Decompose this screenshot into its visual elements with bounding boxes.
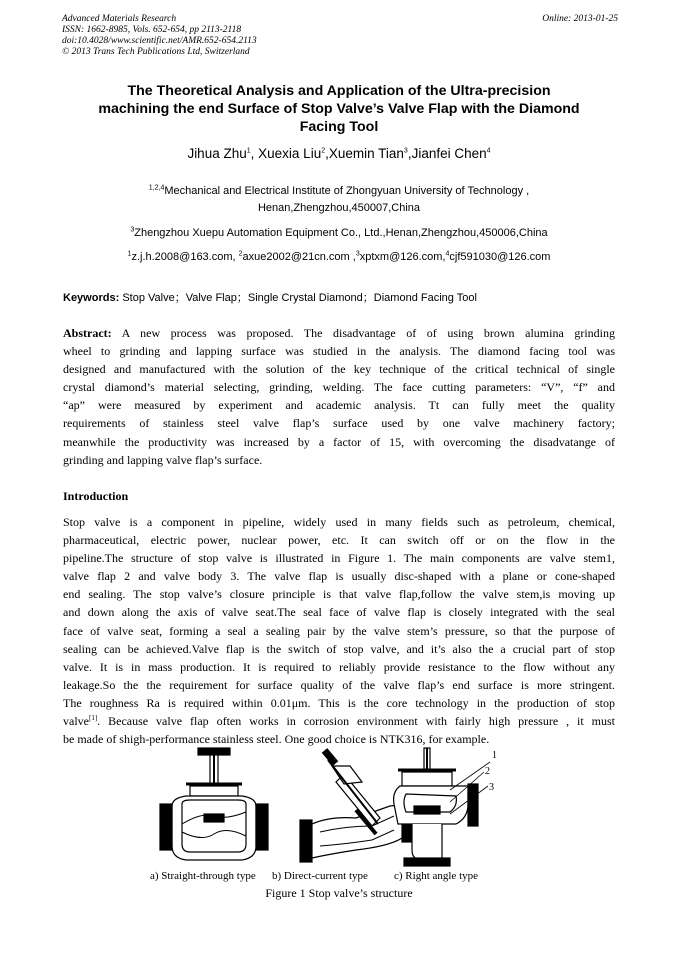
intro-line: end sealing. The stop valve’s closure principle is that valve flap,follow the valve stem,is moving up (63, 587, 615, 602)
intro-line: pharmaceutical, electric power, nuclear power, etc. It can switch off or on the flow in the (63, 533, 615, 548)
journal-name: Advanced Materials Research (62, 14, 177, 24)
title-line: The Theoretical Analysis and Application of the Ultra-precision (127, 83, 551, 99)
author-name: Jihua Zhu (187, 146, 247, 161)
title-line: Facing Tool (299, 119, 379, 135)
keywords (63, 289, 623, 305)
keywords-label: Keywords: (63, 292, 120, 304)
stop-valve-figure (150, 746, 570, 870)
paper-title (40, 82, 638, 136)
abstract-label: Abstract: (63, 326, 112, 340)
copyright-line: © 2013 Trans Tech Publications Ltd, Switzerland (62, 47, 250, 57)
online-date: Online: 2013-01-25 (542, 14, 618, 24)
affiliation-sup: 3 (130, 226, 135, 234)
figure-subcaption-b: b) Direct-current type (272, 870, 368, 882)
citation-ref[interactable]: [1] (89, 714, 98, 723)
author-sep: , (407, 146, 412, 161)
intro-line: face of valve seat, forming a seal a sealing pair by the valve stem’s pressure, so that the purpose of (63, 623, 615, 638)
intro-line: leakage.So the the requirement for surface quality of the valve flap’s end surface is more stringent. (63, 677, 615, 692)
title-line: machining the end Surface of Stop Valve’s Valve Flap with the Diamond (98, 101, 580, 117)
introduction-text (63, 513, 615, 748)
email-list (40, 249, 638, 266)
callout-label-2: 2 (485, 766, 490, 777)
email-sup: 2 (238, 250, 243, 258)
email-sup: 4 (445, 250, 450, 258)
figure-subcaption-c: c) Right angle type (394, 870, 479, 882)
valve-a-drawing (160, 748, 268, 860)
intro-text: valve (63, 714, 89, 729)
abstract-line: requirements of stainless steel valve flap’s surface used by one valve machinery factory; (63, 416, 615, 431)
issn-line: ISSN: 1662-8985, Vols. 652-654, pp 2113-2118 (62, 25, 242, 35)
author-sep: , (325, 146, 329, 161)
affiliation-sup: 1,2,4 (148, 184, 165, 192)
intro-line: pipeline.The structure of stop valve is illustrated in Figure 1. The main components are valve stem1, (63, 551, 615, 566)
email-address: axue2002@21cn.com , (242, 251, 356, 263)
abstract-line: meanwhile the productivity was increased by a factor of 15, with overcoming the disadvatange of (63, 434, 615, 449)
author-list (40, 146, 638, 161)
author-sep: , (250, 146, 259, 161)
email-sup: 1 (127, 250, 132, 258)
affiliation-text: Mechanical and Electrical Institute of Zhongyuan University of Technology , (164, 185, 530, 197)
intro-line: Stop valve is a component in pipeline, widely used in many fields such as petroleum, chemical, (63, 515, 615, 529)
intro-line: valve. It is in mass production. It is required to reliably provide resistance to the flow without any (63, 659, 615, 674)
affiliation-1 (40, 183, 638, 217)
intro-text: . Because valve flap often works in corrosion environment with fairly high pressure , it must (97, 714, 615, 729)
intro-line: The roughness Ra is required within 0.01μm. This is the core technology in the production of stop (63, 695, 615, 710)
abstract-line: crystal diamond’s material selecting, grinding, welding. The face cutting parameters: “V”, “f” and (63, 380, 615, 395)
author-name: Jianfei Chen (411, 146, 487, 161)
figure-subcaption-a: a) Straight-through type (150, 870, 256, 882)
email-sup: 3 (355, 250, 360, 258)
affiliation-text: Henan,Zhengzhou,450007,China (257, 202, 421, 214)
affiliation-text: Zhengzhou Xuepu Automation Equipment Co., Ltd.,Henan,Zhengzhou,450006,China (134, 227, 548, 239)
intro-line: valve flap 2 and valve body 3. The valve flap is usually disc-shaped with a plane or cone-shaped (63, 569, 615, 584)
journal-header (62, 14, 618, 58)
author-sup: 4 (486, 147, 491, 155)
doi-line: doi:10.4028/www.scientific.net/AMR.652-654.2113 (62, 36, 257, 46)
author-sup: 1 (246, 147, 251, 155)
intro-line: sealing can be achieved.Valve flap is the switch of stop valve, and it’s also the a crucial part of stop (63, 641, 615, 656)
figure-caption: Figure 1 Stop valve’s structure (265, 886, 413, 900)
email-address: cjf591030@126.com (449, 251, 551, 263)
abstract-line: “ap” were measured by experiment and academic analysis. Tt can fully meet the quality (63, 398, 615, 413)
section-heading-introduction: Introduction (63, 489, 129, 503)
author-sup: 3 (403, 147, 408, 155)
valve-c-drawing (394, 748, 490, 866)
author-sup: 2 (321, 147, 326, 155)
author-name: Xuexia Liu (258, 146, 322, 161)
abstract-text: A new process was proposed. The disadvantage of of using brown alumina grinding (121, 326, 615, 340)
abstract-line: grinding and lapping valve flap’s surface. (63, 452, 263, 467)
intro-line: and down along the axis of valve seat.The seal face of valve flap is closely integrated with the seal (63, 605, 615, 620)
author-name: Xuemin Tian (328, 146, 404, 161)
abstract (63, 324, 615, 469)
affiliation-2 (40, 225, 638, 242)
email-address: xptxm@126.com, (359, 251, 446, 263)
callout-label-3: 3 (489, 782, 494, 793)
abstract-line: designed and manufactured with the solution of the key technique of the critical technical of single (63, 362, 615, 377)
callout-label-1: 1 (492, 750, 497, 761)
email-address: z.j.h.2008@163.com, (131, 251, 239, 263)
keywords-text: Stop Valve；Valve Flap；Single Crystal Diamond；Diamond Facing Tool (122, 292, 477, 304)
intro-line: be made of shigh-performance stainless steel. One good choice is NTK316, for example. (63, 732, 490, 747)
intro-line (63, 712, 615, 730)
abstract-line: wheel to grinding and lapping surface was studied in the analysis. The diamond facing tool was (63, 344, 615, 359)
abstract-line (63, 324, 615, 342)
